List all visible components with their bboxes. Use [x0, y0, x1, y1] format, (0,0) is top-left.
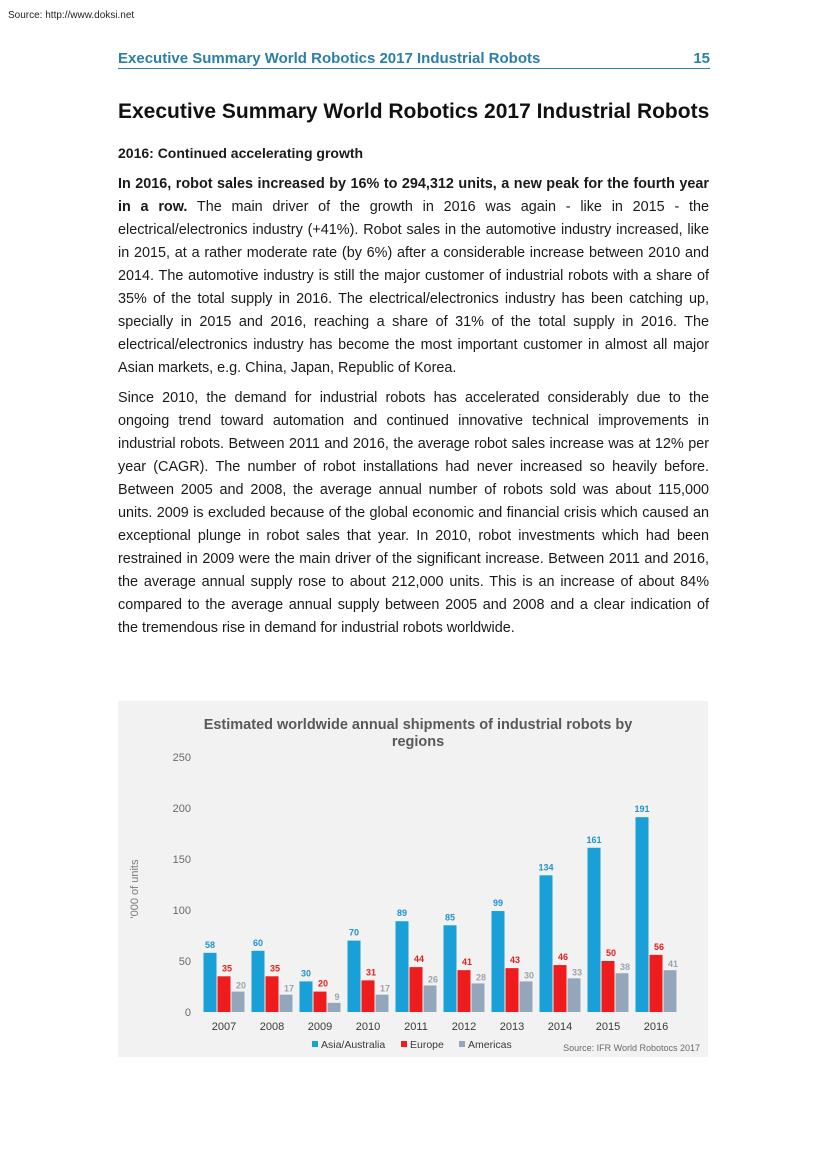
data-label: 85 [444, 912, 456, 923]
data-label: 58 [204, 939, 216, 950]
data-label: 17 [283, 983, 295, 994]
source-note: Source: http://www.doksi.net [8, 10, 135, 21]
chart-canvas [118, 701, 708, 1057]
bar-asia-australia-2015 [588, 848, 601, 1012]
bar-americas-2010 [376, 995, 389, 1012]
bar-asia-australia-2007 [204, 953, 217, 1012]
x-tick-label: 2016 [643, 1021, 669, 1033]
data-label: 9 [334, 991, 340, 1002]
legend [312, 1039, 512, 1051]
data-label: 41 [667, 959, 679, 970]
bar-asia-australia-2013 [492, 911, 505, 1012]
y-axis-label: '000 of units [129, 859, 141, 919]
paragraph-1 [118, 173, 709, 380]
y-tick-label: 50 [178, 956, 191, 968]
y-tick-label: 200 [172, 803, 191, 815]
bar-europe-2007 [218, 976, 231, 1012]
data-label: 70 [348, 927, 360, 938]
paragraph-1-lead: In 2016, robot sales increased by 16% to 294,312 units, a new peak for the fourth year in a row. [118, 176, 709, 215]
legend-swatch [312, 1041, 318, 1047]
bar-americas-2016 [664, 970, 677, 1012]
legend-label: Americas [468, 1039, 512, 1051]
paragraph-2: Since 2010, the demand for industrial robots has accelerated considerably due to the ongoing trend toward automation and continued innovative technical improvements in industrial robots. Between 2011 and 2016, the average robot sales increase was at 12% per year (CAGR). The number of robot installations had never increased so heavily before. Between 2005 and 2008, the average annual number of robots sold was about 115,000 units. 2009 is excluded because of the global economic and financial crisis which caused an exceptional plunge in robot sales that year. In 2010, robot investments which had been restrained in 2009 were the main driver of the significant increase. Between 2011 and 2016, the average annual supply rose to about 212,000 units. This is an increase of about 84% compared to the average annual supply between 2005 and 2008 and a clear indication of the tremendous rise in demand for industrial robots worldwide. [118, 390, 709, 636]
data-label: 50 [605, 948, 617, 958]
chart-source: Source: IFR World Robotocs 2017 [563, 1043, 700, 1053]
bar-asia-australia-2010 [348, 941, 361, 1012]
bars [204, 817, 677, 1012]
bar-europe-2008 [266, 976, 279, 1012]
bar-americas-2008 [280, 995, 293, 1012]
y-axis-ticks [173, 752, 191, 1019]
data-label: 56 [653, 941, 665, 952]
bar-asia-australia-2011 [396, 921, 409, 1012]
bar-asia-australia-2014 [540, 875, 553, 1012]
bar-americas-2012 [472, 983, 485, 1012]
running-header-title: Executive Summary World Robotics 2017 Industrial Robots [118, 50, 541, 67]
page-title: Executive Summary World Robotics 2017 Industrial Robots [118, 100, 710, 123]
data-label: 35 [269, 963, 281, 974]
data-label: 20 [317, 978, 329, 989]
chart-title-line-1: Estimated worldwide annual shipments of industrial robots by [203, 717, 633, 733]
y-tick-label: 250 [172, 752, 191, 764]
data-label: 38 [619, 962, 631, 973]
data-label: 30 [300, 968, 312, 979]
bar-americas-2007 [232, 992, 245, 1012]
running-header [118, 50, 710, 69]
y-tick-label: 150 [172, 854, 191, 866]
data-label: 33 [571, 967, 583, 978]
shipments-chart [118, 701, 708, 1057]
page-number: 15 [693, 50, 710, 67]
bar-europe-2015 [602, 961, 615, 1012]
data-label: 134 [538, 862, 554, 873]
paragraph-1-body: The main driver of the growth in 2016 was again - like in 2015 - the electrical/electronics industry (+41%). Robot sales in the automotive industry increased, like in 2015, at a rather moderate rate (by 6%) after a considerable increase between 2010 and 2014. The automotive industry is still the major customer of industrial robots with a share of 35% of the total supply in 2016. The electrical/electronics industry has been catching up, specially in 2015 and 2016, reaching a share of 31% of the total supply in 2016. The electrical/electronics industry has become the most important customer in almost all major Asian markets, e.g. China, Japan, Republic of Korea. [118, 199, 710, 376]
bar-asia-australia-2016 [636, 817, 649, 1012]
bar-asia-australia-2012 [444, 925, 457, 1012]
x-tick-label: 2008 [259, 1021, 285, 1033]
data-label: 191 [634, 804, 650, 815]
bar-americas-2015 [616, 973, 629, 1012]
bar-asia-australia-2008 [252, 951, 265, 1012]
bar-americas-2009 [328, 1003, 341, 1012]
legend-label: Asia/Australia [321, 1039, 386, 1051]
bar-europe-2009 [314, 992, 327, 1012]
x-tick-label: 2015 [595, 1021, 621, 1033]
bar-europe-2010 [362, 980, 375, 1012]
data-label: 99 [492, 898, 504, 909]
bar-europe-2014 [554, 965, 567, 1012]
data-label: 60 [252, 937, 264, 948]
bar-americas-2011 [424, 985, 437, 1012]
data-label: 43 [509, 955, 521, 966]
data-label: 46 [557, 952, 569, 963]
x-tick-label: 2012 [451, 1021, 477, 1033]
x-axis-ticks [212, 1021, 668, 1033]
y-tick-label: 100 [172, 905, 191, 917]
x-tick-label: 2007 [211, 1021, 237, 1033]
data-label: 41 [461, 957, 473, 968]
data-label: 28 [475, 972, 487, 983]
x-tick-label: 2013 [499, 1021, 525, 1033]
data-label: 161 [586, 834, 602, 845]
data-label: 44 [413, 954, 425, 965]
bar-europe-2012 [458, 970, 471, 1012]
data-label: 20 [235, 980, 247, 991]
chart-title-line-2: regions [391, 734, 445, 750]
section-heading: 2016: Continued accelerating growth [118, 145, 364, 161]
data-label: 31 [365, 967, 377, 978]
x-tick-label: 2011 [404, 1021, 428, 1033]
bar-europe-2011 [410, 967, 423, 1012]
data-label: 35 [221, 963, 233, 974]
x-tick-label: 2014 [547, 1021, 573, 1033]
x-tick-label: 2009 [307, 1021, 333, 1033]
bar-americas-2014 [568, 978, 581, 1012]
bar-europe-2016 [650, 955, 663, 1012]
legend-swatch [401, 1041, 407, 1047]
data-label: 89 [396, 908, 408, 919]
y-tick-label: 0 [184, 1007, 191, 1019]
bar-asia-australia-2009 [300, 981, 313, 1012]
data-label: 26 [427, 974, 439, 985]
legend-label: Europe [410, 1039, 444, 1051]
legend-swatch [459, 1041, 465, 1047]
bar-europe-2013 [506, 968, 519, 1012]
x-tick-label: 2010 [355, 1021, 381, 1033]
bar-americas-2013 [520, 981, 533, 1012]
data-label: 30 [523, 970, 535, 981]
data-label: 17 [379, 983, 391, 994]
